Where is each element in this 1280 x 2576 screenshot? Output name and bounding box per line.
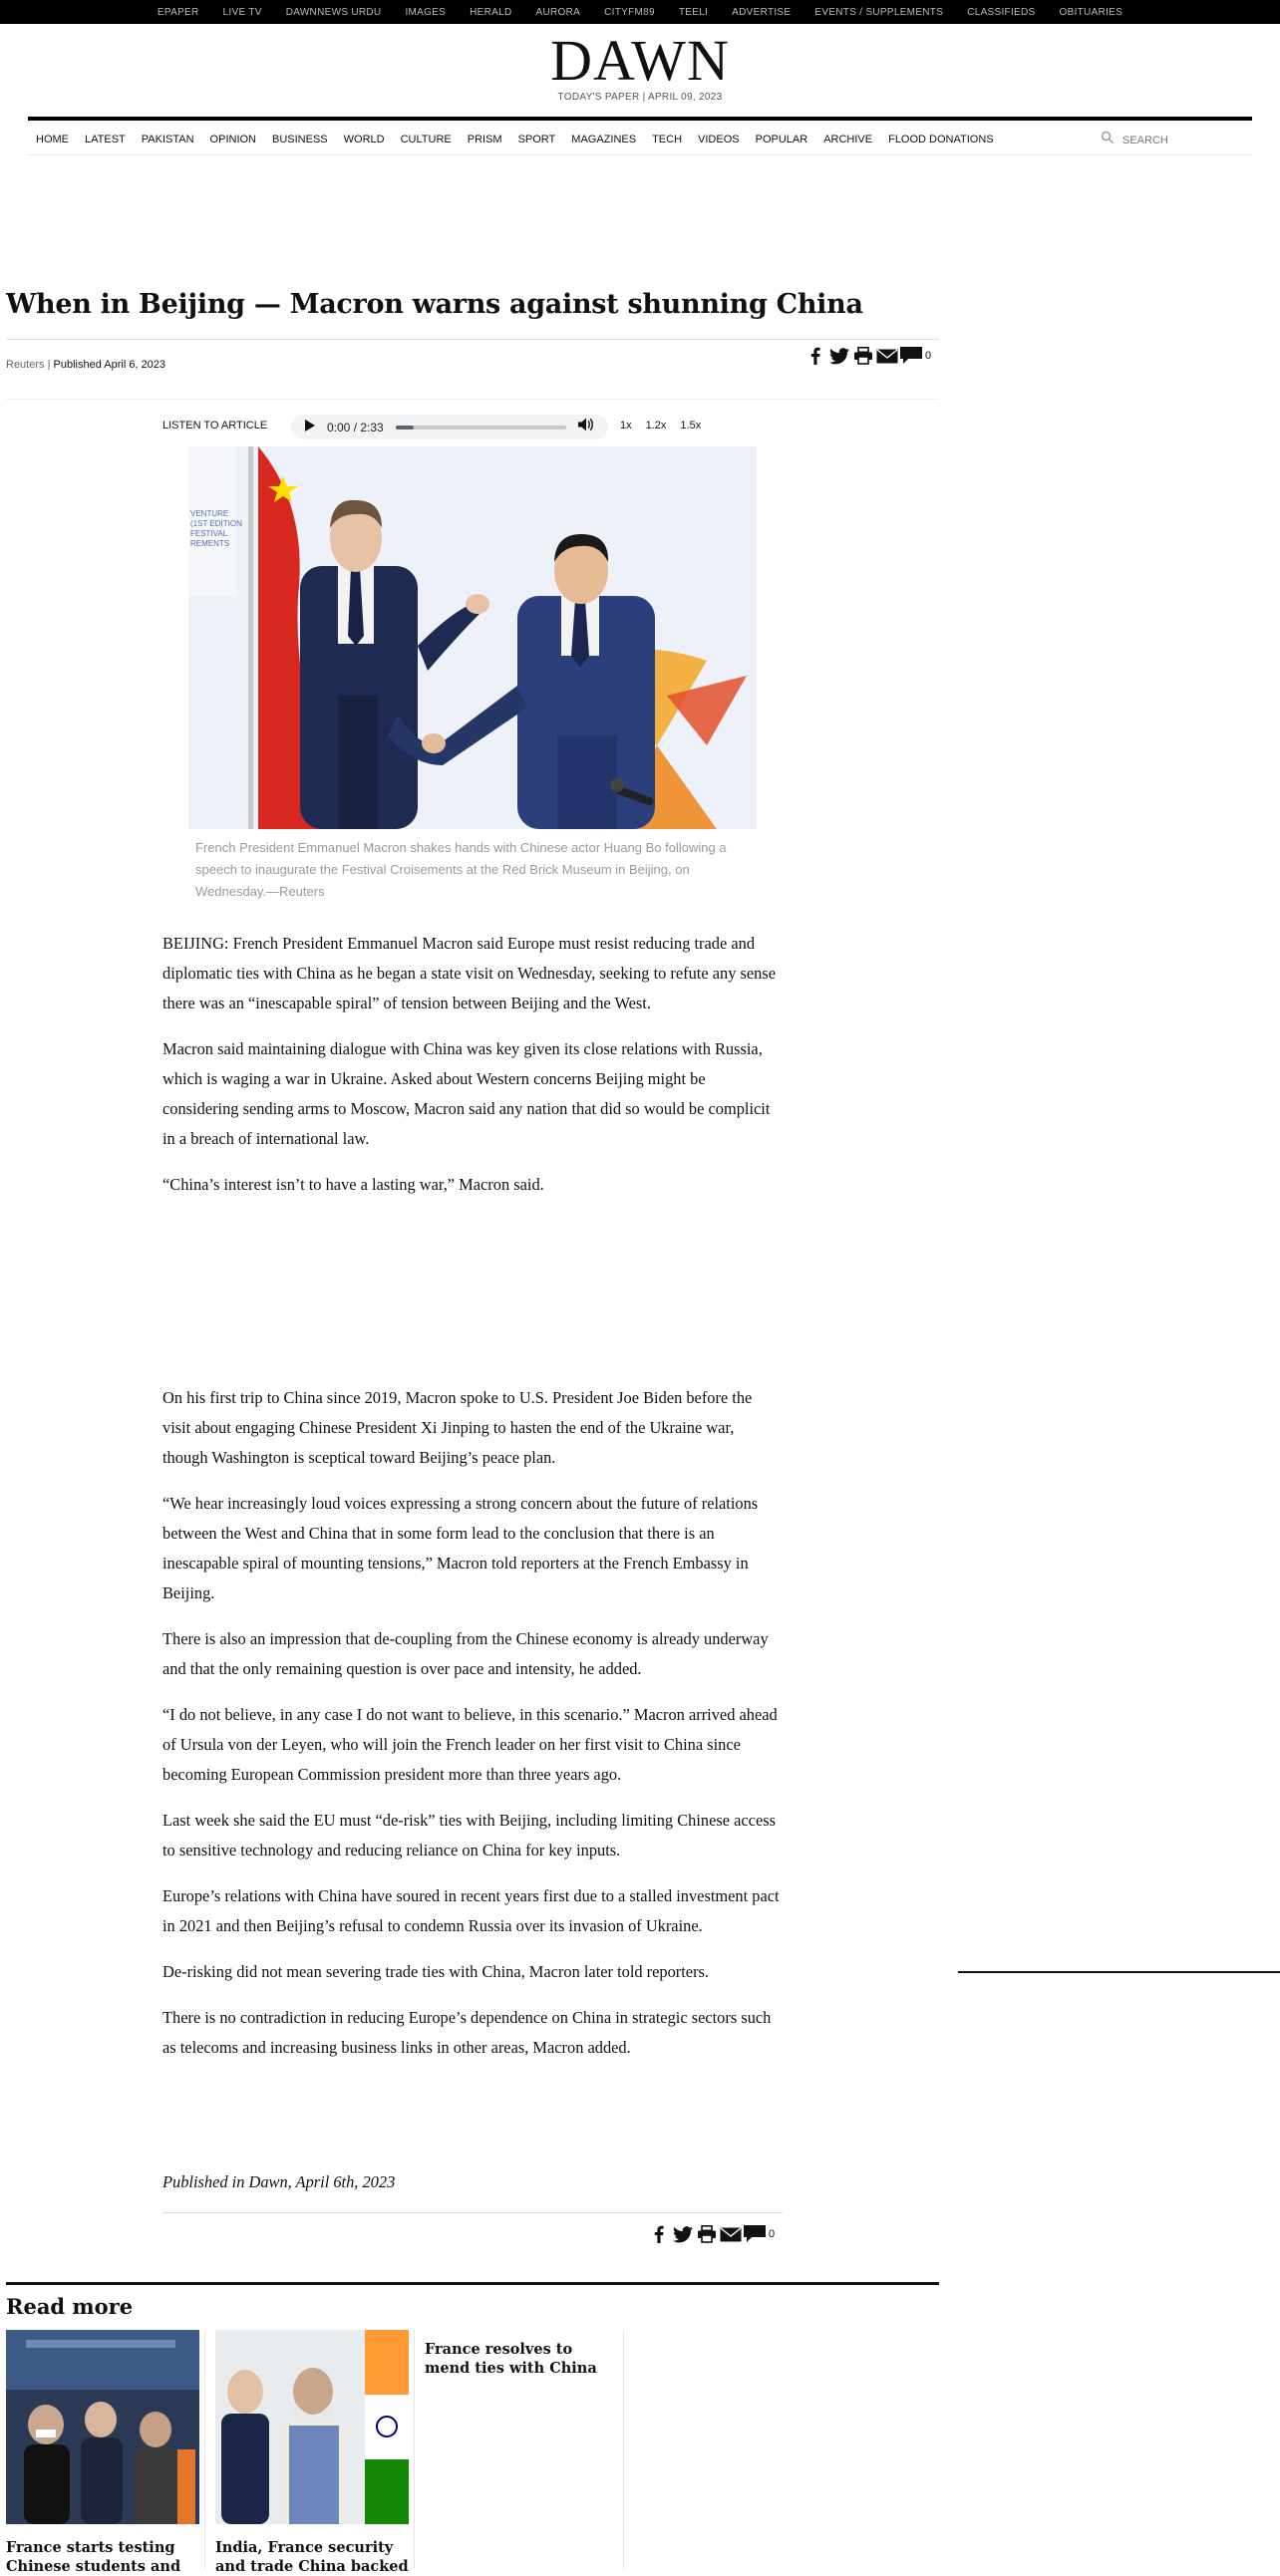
speed-option[interactable]: 1.5x [680, 420, 702, 431]
facebook-icon[interactable] [649, 2224, 669, 2244]
comment-icon[interactable] [745, 2224, 765, 2244]
search-input[interactable] [1122, 135, 1212, 146]
top-nav-item[interactable]: TEELI [678, 6, 709, 18]
sidebar-divider [958, 1971, 1280, 1973]
svg-text:(1ST EDITION: (1ST EDITION [190, 519, 242, 528]
svg-text:FESTIVAL: FESTIVAL [190, 529, 228, 538]
article-paragraph: “China’s interest isn’t to have a lasting war,” Macron said. [162, 1175, 544, 1194]
article-headline[interactable]: When in Beijing — Macron warns against shunning China [6, 289, 863, 320]
speed-option[interactable]: 1x [620, 420, 632, 431]
volume-icon[interactable] [578, 418, 594, 436]
read-more-title: Read more [6, 2294, 134, 2319]
twitter-icon[interactable] [829, 346, 849, 366]
card-title[interactable]: France resolves to mend ties with China [425, 2341, 597, 2377]
read-more-card[interactable] [6, 2330, 205, 2575]
divider [162, 2212, 783, 2213]
share-bar-top [805, 346, 931, 366]
comment-icon[interactable] [901, 346, 921, 366]
top-nav-item[interactable]: EVENTS / SUPPLEMENTS [814, 6, 944, 18]
top-nav-item[interactable]: EPAPER [157, 6, 199, 18]
main-nav-item[interactable]: ARCHIVE [823, 133, 873, 145]
comment-count[interactable]: 0 [769, 2228, 776, 2240]
audio-player[interactable] [291, 415, 608, 439]
divider [6, 339, 939, 340]
svg-text:REMENTS: REMENTS [190, 539, 230, 548]
audio-time: 0:00 / 2:33 [327, 420, 384, 434]
article-paragraph: Europe’s relations with China have soured in recent years first due to a stalled investment pact in 2021 and then Beijing’s refusal to condemn Russia over its invasion of Ukraine. [162, 1886, 780, 1935]
main-nav-item[interactable]: LATEST [85, 133, 126, 145]
top-nav-item[interactable]: OBITUARIES [1059, 6, 1123, 18]
article-body-part-1 [162, 929, 783, 1216]
article-paragraph: “I do not believe, in any case I do not want to believe, in this scenario.” Macron arrived ahead of Ursula von der Leyen, who will join the French leader on her first visit to China since becoming European Commission president more than three years ago. [162, 1705, 778, 1784]
top-bar [0, 0, 1280, 24]
article-body-part-2 [162, 1383, 783, 2079]
todays-paper-link[interactable]: TODAY'S PAPER | APRIL 09, 2023 [557, 92, 723, 103]
published-date: Published April 6, 2023 [53, 359, 166, 371]
article-paragraph: De-risking did not mean severing trade ties with China, Macron later told reporters. [162, 1962, 710, 1981]
main-nav-item[interactable]: POPULAR [755, 133, 808, 145]
top-nav-item[interactable]: ADVERTISE [732, 6, 792, 18]
published-in-note: Published in Dawn, April 6th, 2023 [162, 2172, 396, 2191]
main-nav-item[interactable]: SPORT [517, 133, 556, 145]
main-nav-item[interactable]: FLOOD DONATIONS [888, 133, 994, 145]
comment-count[interactable]: 0 [925, 350, 932, 362]
pub-note-wrap [162, 2167, 783, 2213]
top-nav-item[interactable]: AURORA [535, 6, 581, 18]
card-title[interactable]: India, France security and trade China backed [215, 2539, 409, 2575]
playback-speeds [620, 420, 701, 431]
article-paragraph: On his first trip to China since 2019, Macron spoke to U.S. President Joe Biden before the visit about engaging Chinese President Xi Jinping to hasten the end of the Ukraine war, though Washington is sceptical toward Beijing’s peace plan. [162, 1388, 753, 1467]
article-paragraph: Macron said maintaining dialogue with China was key given its close relations with Russia, which is waging a war in Ukraine. Asked about Western concerns Beijing might be considering sending arms to Moscow, Macron said any nation that did so would be complicit in a breach of international law. [162, 1039, 771, 1148]
nav-divider [28, 117, 1252, 121]
main-nav-item[interactable]: PRISM [467, 133, 502, 145]
main-nav-item[interactable]: CULTURE [400, 133, 452, 145]
photo-caption: French President Emmanuel Macron shakes hands with Chinese actor Huang Bo following a speech to inaugurate the Festival Croisements at the Red Brick Museum in Beijing, on Wednesday.—Reuters [195, 840, 727, 899]
top-nav [0, 0, 1280, 24]
byline [6, 359, 165, 371]
share-bar-bottom [649, 2224, 775, 2244]
card-thumbnail[interactable] [6, 2330, 199, 2524]
facebook-icon[interactable] [805, 346, 825, 366]
email-icon[interactable] [877, 346, 897, 366]
main-nav-item[interactable]: HOME [36, 133, 69, 145]
dawn-logo[interactable]: DAWN [550, 28, 730, 93]
read-more-card[interactable] [425, 2330, 624, 2569]
source-link[interactable]: Reuters [6, 359, 45, 371]
main-nav-item[interactable]: VIDEOS [698, 133, 740, 145]
main-nav-item[interactable]: PAKISTAN [141, 133, 194, 145]
divider [6, 399, 939, 400]
article-paragraph: BEIJING: French President Emmanuel Macron said Europe must resist reducing trade and diplomatic ties with China as he began a state visit on Wednesday, seeking to refute any sense there was an “inescapable spiral” of tension between Beijing and the West. [162, 934, 776, 1012]
top-nav-item[interactable]: IMAGES [405, 6, 447, 18]
article-paragraph: There is no contradiction in reducing Europe’s dependence on China in strategic sectors such as telecoms and increasing business links in other areas, Macron added. [162, 2008, 772, 2057]
print-icon[interactable] [697, 2224, 717, 2244]
play-icon[interactable] [305, 419, 315, 436]
search-box[interactable] [1101, 131, 1212, 149]
speed-option[interactable]: 1.2x [645, 420, 667, 431]
read-more-divider [6, 2282, 939, 2285]
top-nav-item[interactable]: HERALD [470, 6, 512, 18]
audio-progress-bar[interactable] [396, 426, 566, 429]
listen-label: LISTEN TO ARTICLE [162, 420, 268, 431]
card-thumbnail[interactable] [215, 2330, 409, 2524]
svg-text:VENTURE: VENTURE [190, 509, 229, 518]
main-nav-item[interactable]: TECH [652, 133, 683, 145]
main-nav-item[interactable]: BUSINESS [272, 133, 328, 145]
top-nav-item[interactable]: DAWNNEWS URDU [285, 6, 382, 18]
twitter-icon[interactable] [673, 2224, 693, 2244]
top-nav-item[interactable]: LIVE TV [222, 6, 262, 18]
top-nav-item[interactable]: CLASSIFIEDS [967, 6, 1036, 18]
byline-separator: | [47, 359, 51, 371]
read-more-card[interactable] [215, 2330, 415, 2575]
top-nav-item[interactable]: CITYFM89 [604, 6, 655, 18]
article-photo[interactable] [188, 446, 757, 829]
main-nav-item[interactable]: WORLD [343, 133, 385, 145]
article-paragraph: “We hear increasingly loud voices expressing a strong concern about the future of relations between the West and China that in some form lead to the conclusion that there is an inescapable spiral of mounting tensions,” Macron told reporters at the French Embassy in Beijing. [162, 1494, 759, 1602]
card-title[interactable]: France starts testing Chinese students and [6, 2539, 181, 2575]
article-paragraph: There is also an impression that de-coupling from the Chinese economy is already underway and that the only remaining question is over pace and intensity, he added. [162, 1629, 769, 1678]
print-icon[interactable] [853, 346, 873, 366]
email-icon[interactable] [721, 2224, 741, 2244]
search-icon[interactable] [1101, 131, 1115, 149]
article-paragraph: Last week she said the EU must “de-risk” ties with Beijing, including limiting Chinese access to sensitive technology and reducing reliance on China for key inputs. [162, 1811, 776, 1860]
main-nav-item[interactable]: OPINION [209, 133, 256, 145]
main-nav [28, 124, 1252, 155]
main-nav-item[interactable]: MAGAZINES [571, 133, 637, 145]
